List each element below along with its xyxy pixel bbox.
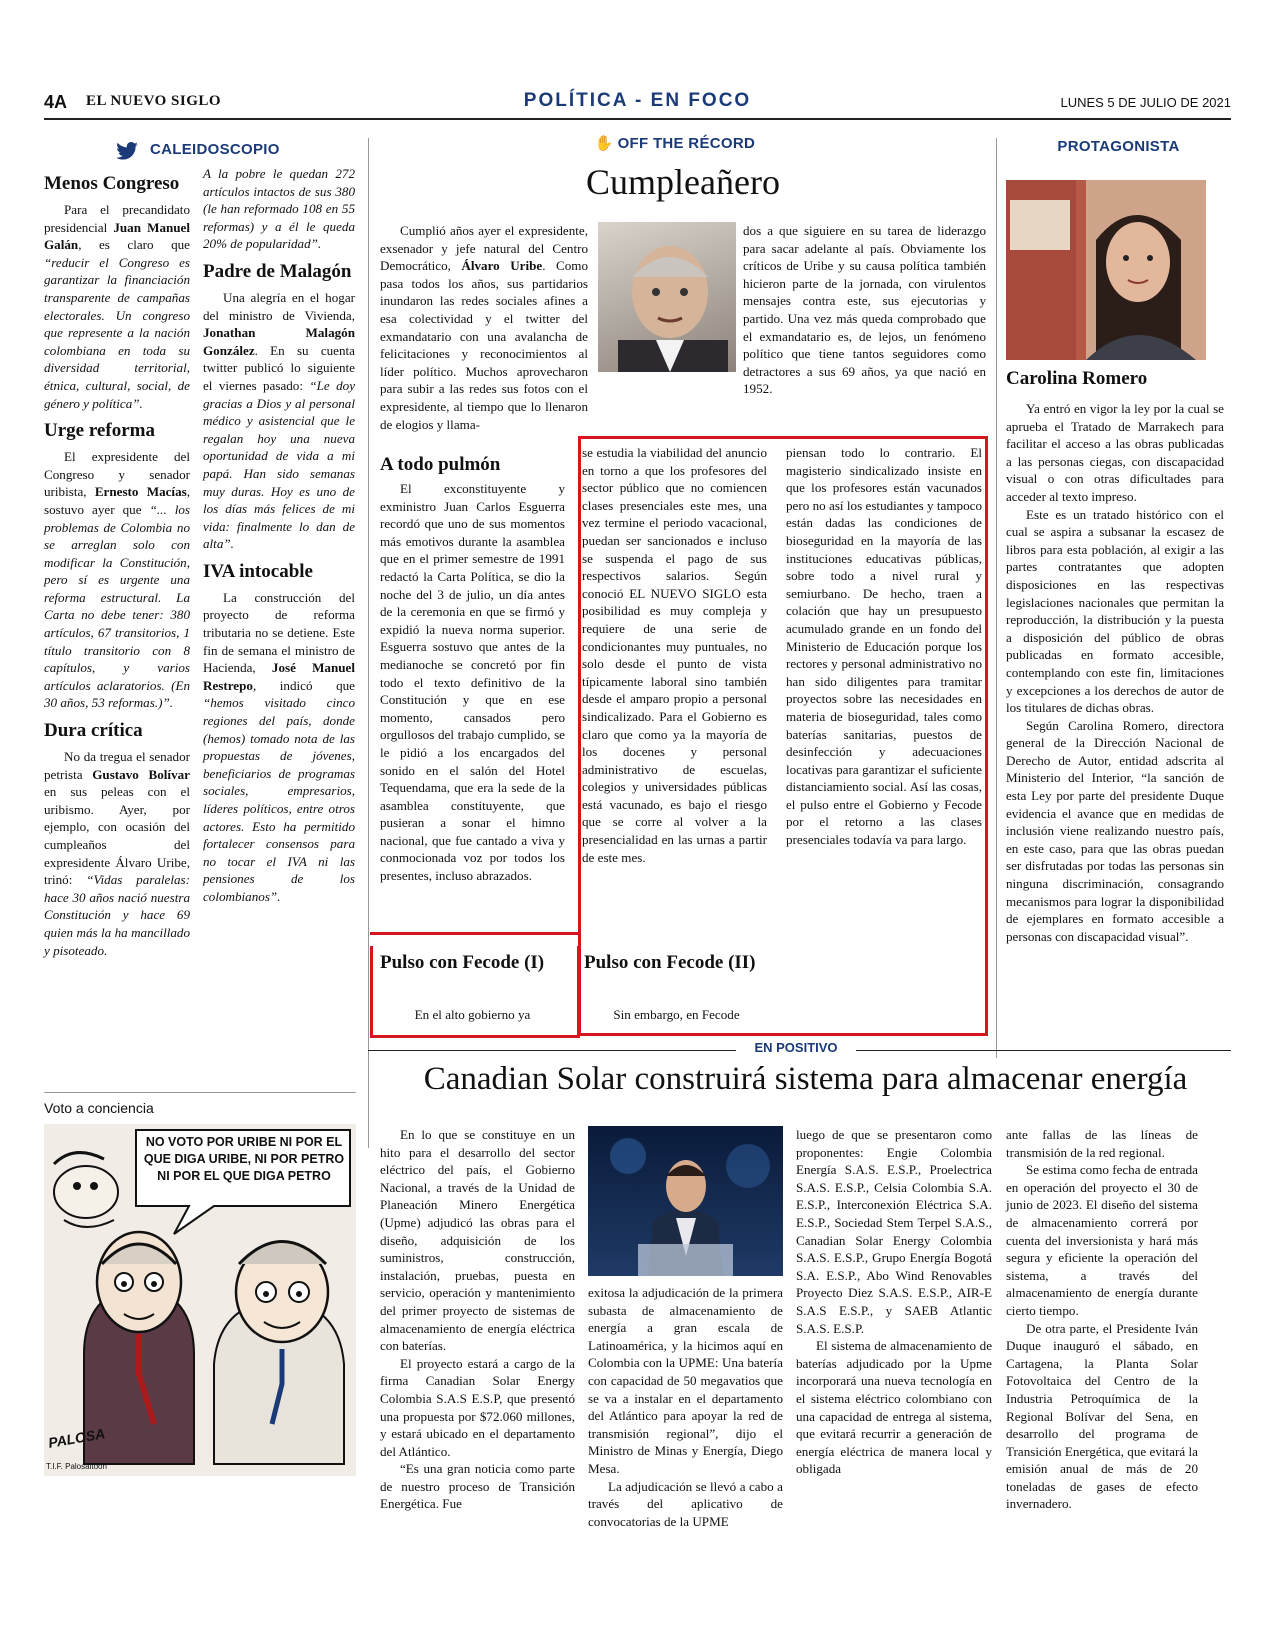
twitter-bird-icon xyxy=(116,142,138,160)
protagonista-body xyxy=(1006,400,1224,945)
positivo-paragraph: Se estima como fecha de entrada en operación del proyecto el 30 de junio de 2023. El diseño del sistema de almacenamiento correrá por cuenta del inversionista y hará más segura y eficiente la operación del sistema, a través del almacenamiento de energía durante cierto tiempo. xyxy=(1006,1162,1198,1318)
text-run: , indicó que xyxy=(252,677,355,693)
highlight-box xyxy=(370,932,578,950)
cartoon-caption: Voto a conciencia xyxy=(44,1100,154,1116)
caleidoscopio-column-2 xyxy=(203,165,355,906)
off-record-title: Cumpleañero xyxy=(586,162,780,202)
positivo-paragraph: exitosa la adjudicación de la primera subasta de almacenamiento de energía a gran escala de Latinoamérica, y la hicimos aquí en Colombia con la UPME: Una batería con capacidad de 50 megavatios que se va a instalar en el departamento del Atlántico para apoyar la red de transmisión regional”, dijo el Ministro de Minas y Energía, Diego Mesa. xyxy=(588,1285,783,1476)
cartoon-signature: PALOSA xyxy=(47,1425,107,1451)
off-record-intro-right: dos a que siguiere en su tarea de liderazgo para sacar adelante al país. Obviamente los críticos de Uribe y su causa política también hicieron parte de la jornada, con virulentos mensajes contra este, sus ejecutorias y partido. Una vez más queda comprobado que el exmandatario es, de lejos, un fenómeno político que tiene tantos seguidores como detractores a sus 69 años, ya que nació en 1952. xyxy=(743,223,986,397)
item-heading: IVA intocable xyxy=(203,560,313,582)
text-run: , es claro que xyxy=(78,237,190,253)
item-heading: Padre de Malagón xyxy=(203,260,352,282)
positivo-paragraph: La adjudicación se llevó a cabo a través del aplicativo de convocatorias de la UPME xyxy=(588,1478,783,1529)
quote-text: “Vidas paralelas: hace 30 años nació nuestra Constitución y hace 69 quien más la ha mancillado y pisoteado. xyxy=(44,872,190,958)
positivo-paragraph: En lo que se constituye en un hito para el desarrollo del sector eléctrico del país, el Gobierno Nacional, a través de la Unidad de Planeación Minero Energética (Upme) adjudicó las obras para el diseño, adquisición de los suministros, construcción, instalación, pruebas, puesta en servicio, operación y mantenimiento del primer proyecto de sistemas de almacenamiento de energía eléctrica con baterías. xyxy=(380,1127,575,1354)
protagonista-name: Carolina Romero xyxy=(1006,368,1148,389)
positivo-column-2 xyxy=(588,1284,783,1530)
text-run: . En su cuenta twitter publicó lo siguiente el viernes pasado: xyxy=(203,342,355,393)
cartoon xyxy=(44,1124,356,1476)
text-run: El expresidente del Congreso y senador uribista, xyxy=(44,449,190,500)
mesa-photo-drawing xyxy=(588,1126,783,1276)
positivo-paragraph: De otra parte, el Presidente Iván Duque inauguró el sábado, en Cartagena, la Planta Solar Fotovoltaica del Centro de la Industria Petroquímica de la Regional Bolívar del Sena, en desarrollo del programa de Transición Energética, que evitará la emisión anual de más de 20 toneladas de gases de efecto invernadero. xyxy=(1006,1320,1198,1512)
text-run: Cumplió años ayer el expresidente, exsenador y jefe natural del Centro Democrático, xyxy=(380,223,588,274)
positivo-column-4 xyxy=(1006,1126,1198,1513)
quote-text: “hemos visitado cinco regiones del país, donde (hemos) tomado nota de las propuestas de jóvenes, beneficiarios de programas sociales, empresarios, líderes políticos, entre otros actores. Esto ha permitido fortalecer consensos para no tocar el IVA ni las pensiones de los colombianos”. xyxy=(203,695,355,904)
positivo-column-1 xyxy=(380,1126,575,1513)
text-run: Para el precandidato presidencial xyxy=(44,202,190,235)
paragraph xyxy=(44,201,190,412)
off-record-header xyxy=(555,134,795,153)
quote-text: “reducir el Congreso es garantizar la financiación transparente de campañas electorales. Un congreso que represente a la nación colombiana en toda su diversidad territorial, étnica, cultural, social, de género y política”. xyxy=(44,254,190,411)
carolina-romero-photo xyxy=(1006,180,1206,360)
paragraph xyxy=(44,448,190,712)
text-run: . Como pasa todos los años, sus partidarios inundaron las redes sociales afines a esa colectividad y el twitter del exmandatario con una avalancha de felicitaciones y reconocimientos al líder político. Muchos aprovecharon para subir a las redes sus fotos con el expresidente, al tiempo que lo llenaron de elogios y llama- xyxy=(380,258,588,432)
fecode2-continuation: piensan todo lo contrario. El magisterio sindicalizado insiste en que los profesores están vacunados pero no así los estudiantes y tampoco están dadas las condiciones de bioseguridad en la mayoría de las instituciones educativas públicas, sobre todo a nivel rural y semiurbano. De hecho, traen a colación que hay un presupuesto acumulado grande en un fondo del Ministerio de Educación porque los rectores y personal administrativo no han sido diligentes para tramitar proyectos sobre las necesidades en materia de bioseguridad, tales como baterías sanitarias, puestos de desinfección y adecuaciones locativas para garantizar el suficiente distanciamiento social. Así las cosas, el pulso entre el Gobierno y Fecode por el retorno a las clases presenciales todavía va para largo. xyxy=(786,445,982,848)
positivo-paragraph: luego de que se presentaron como proponentes: Engie Colombia Energía S.A.S. E.S.P., Proelectrica S.A.S. E.S.P., Celsia Colombia S.A. E.S.P., Interconexión Eléctrica S.A. E.S.P., Sociedad Stem Terpel S.A.S., Canadian Solar Energy Colombia S.A.S. E.S.P., Grupo Energía Bogotá S.A. E.S.P., Abo Wind Renovables Proyecto Diez S.A.S. E.S.P., AIR-E S.A.S E.S.P., y SAEB Atlantic S.A.S. E.S.P. xyxy=(796,1127,992,1336)
positivo-paragraph: El proyecto estará a cargo de la firma Canadian Solar Energy Colombia S.A.S E.S.P, que presentó una propuesta por $72.060 millones, y estará ubicado en el departamento del Atlántico. xyxy=(380,1355,575,1459)
diego-mesa-photo xyxy=(588,1126,783,1276)
text-run: , sostuvo ayer que xyxy=(44,484,190,517)
hand-icon: ✋ xyxy=(594,136,614,152)
bold-name: Ernesto Macías xyxy=(94,484,187,500)
text-run: en sus peleas con el uribismo. Ayer, por ejemplo, con ocasión del cumpleaños del expresidente Álvaro Uribe, trinó: xyxy=(44,784,190,888)
newspaper-name: EL NUEVO SIGLO xyxy=(86,93,222,109)
protagonista-paragraph: Este es un tratado histórico con el cual se aspira a subsanar la escasez de libros para esta población, al exigir a las partes contratantes que adopten disposiciones en las respectivas legislaciones nacionales que permitan la reproducción, la distribución y la puesta a disposición del público de obras publicadas en formato accesible, contemplando con este fin, limitaciones y excepciones a los derechos de autor de los titulares de dichas obras. xyxy=(1006,506,1224,716)
pulmon-body xyxy=(380,480,565,885)
bold-name: Gustavo Bolívar xyxy=(92,766,190,782)
column-divider xyxy=(996,138,997,1058)
paragraph xyxy=(203,289,355,553)
item-heading: Menos Congreso xyxy=(44,173,180,194)
fecode1-continuation: se estudia la viabilidad del anuncio en torno a que los profesores del sector público que no comiencen clases presenciales este mes, una vez termine el periodo vacacional, puedan ser sancionados e incluso se suspenda el pago de sus respectivos salarios. Según conoció EL NUEVO SIGLO esta posibilidad es muy compleja y requiere de una serie de condicionantes muy puntuales, no solo desde el punto de vista típicamente laboral sino también desde el amparo propio a personal sindicalizado. Para el Gobierno es claro que como ya la mayoría de los docenes y personal administrativo de escuelas, colegios y universidades públicas está vacunado, es bajo el riesgo que se corre al volver a la presencialidad en las urnas a partir de este mes. xyxy=(582,445,767,865)
positivo-paragraph: “Es una gran noticia como parte de nuestro proceso de Transición Energética. Fue xyxy=(380,1461,575,1512)
text-run: No da tregua el senador petrista xyxy=(44,749,190,782)
fecode2-start: Sin embargo, en Fecode xyxy=(613,1007,740,1022)
item-heading: Urge reforma xyxy=(44,420,155,442)
fecode1-title: Pulso con Fecode (I) xyxy=(380,952,545,973)
off-record-label: OFF THE RÉCORD xyxy=(617,135,756,152)
bold-name: José Manuel Restrepo xyxy=(203,660,355,693)
cartoon-credit: T.I.F. Palosaltoon xyxy=(46,1462,107,1471)
issue-date: LUNES 5 DE JULIO DE 2021 xyxy=(1060,95,1231,110)
text-run: La construcción del proyecto de reforma tributaria no se detiene. Este fin de semana el ministro de Hacienda, xyxy=(203,589,355,676)
pulmon-title: A todo pulmón xyxy=(380,454,501,475)
quote-text: “... los problemas de Colombia no se arreglan solo con modificar la Constitución, pero sí es urgente una reforma estructural. La Carta no debe tener: 380 artículos, 67 transitorios, 1 título transitorio con 8 capítulos, y varios artículos aclaratorios. (En 30 años, 53 reformas.)”. xyxy=(44,501,190,711)
positivo-label: EN POSITIVO xyxy=(736,1040,856,1055)
protagonista-label: PROTAGONISTA xyxy=(1057,138,1180,155)
fecode1-start: En el alto gobierno ya xyxy=(414,1007,531,1022)
caleidoscopio-label: CALEIDOSCOPIO xyxy=(150,141,280,158)
fecode2-title: Pulso con Fecode (II) xyxy=(584,952,756,973)
page-number: 4A xyxy=(44,92,68,112)
positivo-paragraph: ante fallas de las líneas de transmisión de la red regional. xyxy=(1006,1127,1198,1160)
uribe-photo-drawing xyxy=(598,222,736,372)
item-heading: Dura crítica xyxy=(44,720,143,742)
paragraph xyxy=(380,222,588,433)
off-record-intro-left xyxy=(380,222,588,433)
pulmon-text: El exconstituyente y exministro Juan Carlos Esguerra recordó que uno de sus momentos más emotivos durante la asamblea que en el primer semestre de 1991 redactó la Carta Política, se dio la noche del 3 de julio, un día antes de la ceremonia en que se firmó y expidió la nueva norma superior. Esguerra sostuvo que antes de la medianoche se concretó por fin todo el texto definitivo de la Constitución y que en ese momento, cansados pero orgullosos del trabajo cumplido, se le pidió a los encargados del sonido en el salón del Hotel Tequendama, que era la sede de la asamblea constituyente, que pusieran a sonar el himno nacional, que fue cantado a viva y conmocionada voz por todos los presentes, incluso abrazados. xyxy=(380,481,565,884)
positivo-paragraph: El sistema de almacenamiento de baterías adjudicado por la Upme incorporará una nueva tecnología en el sistema eléctrico colombiano con una capacidad de entrega al sistema, que evitará recurrir a generación de energía eléctrica de manera local y obligada xyxy=(796,1338,992,1477)
positivo-headline: Canadian Solar construirá sistema para almacenar energía xyxy=(423,1061,1188,1097)
paragraph xyxy=(203,589,355,906)
bold-name: Juan Manuel Galán xyxy=(44,219,190,253)
bold-name: Jonathan Malagón González xyxy=(203,325,355,358)
protagonista-paragraph: Ya entró en vigor la ley por la cual se aprueba el Tratado de Marrakech para facilitar el acceso a las obras publicadas a las personas ciegas, con discapacidad visual o con otras dificultades para acceder al texto impreso. xyxy=(1006,401,1224,504)
paragraph xyxy=(44,748,190,959)
positivo-column-3 xyxy=(796,1126,992,1478)
bold-name: Álvaro Uribe xyxy=(461,258,543,274)
section-rule xyxy=(44,1092,356,1093)
section-title: POLÍTICA - EN FOCO xyxy=(523,90,752,111)
cartoon-speech-bubble: NO VOTO POR URIBE NI POR EL QUE DIGA URIBE, NI POR PETRO NI POR EL QUE DIGA PETRO xyxy=(143,1135,345,1183)
uribe-photo xyxy=(598,222,736,372)
carolina-photo-drawing xyxy=(1006,180,1206,360)
header-rule xyxy=(44,118,1231,120)
quote-text: A la pobre le quedan 272 artículos intactos de sus 380 (le han reformado 108 en 55 reformas) y a él le queda 20% de popularidad”. xyxy=(203,166,355,252)
column-divider xyxy=(368,138,369,1148)
caleidoscopio-column-1 xyxy=(44,165,190,959)
quote-text: “Le doy gracias a Dios y al personal médico y asistencial que le regalan hoy una nueva oportunidad de vida a mi papá. Han sido semanas muy duras. Hoy es uno de los días más felices de mi vida: finalmente lo dan de alta”. xyxy=(203,377,356,552)
text-run: Una alegría en el hogar del ministro de Vivienda, xyxy=(203,289,355,323)
caleidoscopio-header xyxy=(116,138,366,164)
paragraph xyxy=(203,165,355,253)
protagonista-paragraph: Según Carolina Romero, directora general de la Dirección Nacional de Derecho de Autor, entidad adscrita al Ministerio del Interior, “la sanción de esta Ley por parte del presidente Duque evidencia el avance que en medidas de inclusión viene realizando nuestro país, en este caso, para que las obras puedan ser disfrutadas por todas las personas sin ninguna discriminación, consagrando mecanismos para lograr la disponibilidad de ejemplares en formato accesible a personas con discapacidad visual”. xyxy=(1006,717,1224,944)
